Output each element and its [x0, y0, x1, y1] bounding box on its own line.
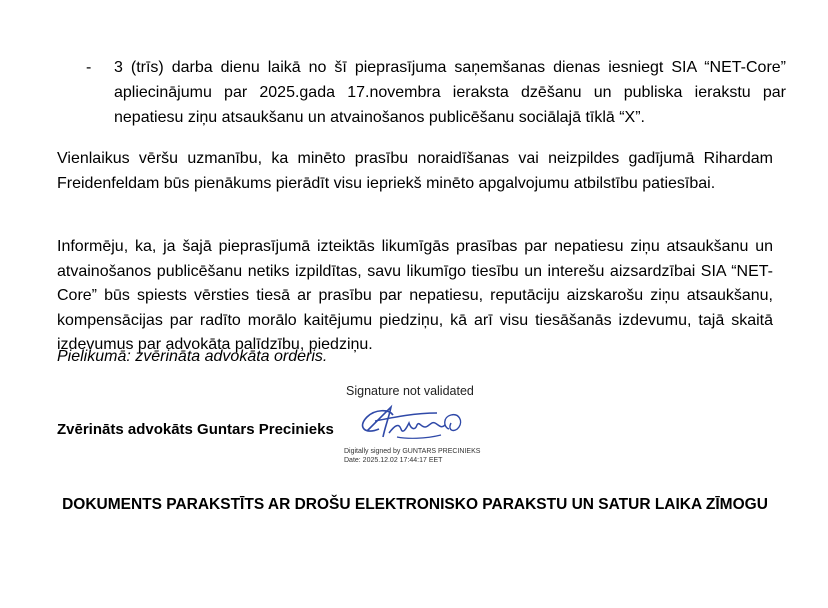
attachment-note: Pielikumā: zvērināta advokāta orderis.: [57, 348, 328, 365]
signature-status: Signature not validated: [346, 384, 474, 398]
bullet-item: [86, 55, 786, 130]
handwritten-signature-icon: [345, 399, 475, 445]
paragraph-notice: Vienlaikus vēršu uzmanību, ka minēto prasību noraidīšanas vai neizpildes gadījumā Rihardam Freidenfeldam būs pienākums pierādīt visu iepriekš minēto apgalvojumu atbilstību patiesībai.: [57, 150, 773, 192]
bullet-text: 3 (trīs) darba dienu laikā no šī pieprasījuma saņemšanas dienas iesniegt SIA “NET-Core” apliecinājumu par 2025.gada 17.novembra ieraksta dzēšanu un publiska ierakstu par nepatiesu ziņu atsaukšanu un atvainošanos publicēšanu sociālajā tīklā “X”.: [114, 59, 786, 126]
signature-signed-by: Digitally signed by GUNTARS PRECINIEKS: [344, 448, 481, 455]
signer-name: Zvērināts advokāts Guntars Precinieks: [57, 421, 334, 438]
footer-notice: DOKUMENTS PARAKSTĪTS AR DROŠU ELEKTRONISKO PARAKSTU UN SATUR LAIKA ZĪMOGU: [62, 496, 768, 513]
digital-signature-stamp[interactable]: [343, 383, 495, 471]
paragraph-legal-action: Informēju, ka, ja šajā pieprasījumā izteiktās likumīgās prasības par nepatiesu ziņu atsaukšanu un atvainošanos publicēšanu netiks izpildītas, savu likumīgo tiesību un interešu aizsardzībai SIA “NET-Core” būs spiests vērsties tiesā ar prasību par nepatiesu, reputāciju aizskarošu ziņu atsaukšanu, kompensācijas par radīto morālo kaitējumu piedziņu, kā arī visu tiesāšanās izdevumu, tajā skaitā izdevumus par advokāta palīdzību, piedziņu.: [57, 238, 773, 353]
signature-date: Date: 2025.12.02 17:44:17 EET: [344, 457, 443, 464]
bullet-marker: -: [86, 59, 92, 76]
